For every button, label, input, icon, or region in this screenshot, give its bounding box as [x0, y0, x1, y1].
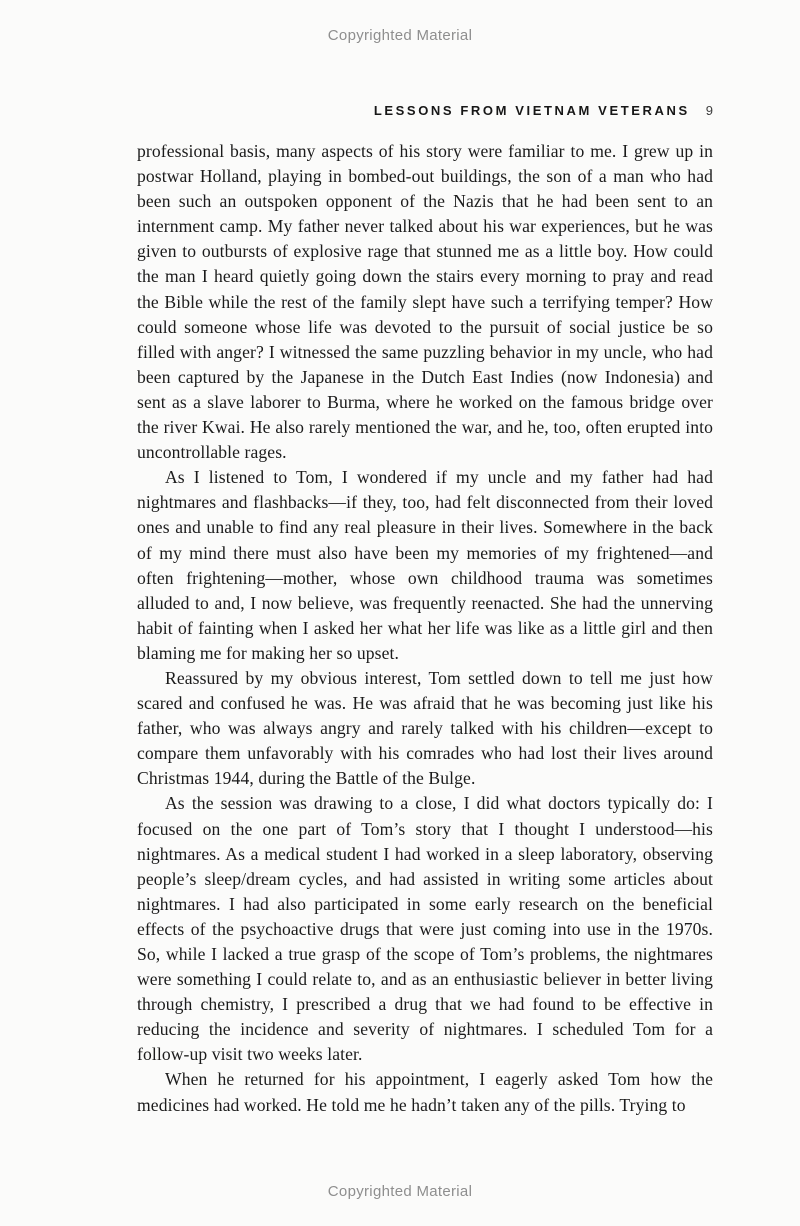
body-text [137, 139, 713, 1118]
page-number: 9 [705, 103, 713, 118]
paragraph: professional basis, many aspects of his story were familiar to me. I grew up in postwar Holland, playing in bombed-out buildings, the son of a man who had been such an outspoken opponent of the Nazis that he had been sent to an internment camp. My father never talked about his war experiences, but he was given to outbursts of explosive rage that stunned me as a little boy. How could the man I heard quietly going down the stairs every morning to pray and read the Bible while the rest of the family slept have such a terrifying temper? How could someone whose life was devoted to the pursuit of social justice be so filled with anger? I witnessed the same puzzling behavior in my uncle, who had been captured by the Japanese in the Dutch East Indies (now Indonesia) and sent as a slave laborer to Burma, where he worked on the famous bridge over the river Kwai. He also rarely mentioned the war, and he, too, often erupted into uncontrollable rages. [137, 141, 713, 463]
running-header [137, 102, 713, 120]
paragraph: As the session was drawing to a close, I did what doctors typically do: I focused on the one part of Tom’s story that I thought I understood—his nightmares. As a medical student I had worked in a sleep laboratory, observing people’s sleep/dream cycles, and had assisted in writing some articles about nightmares. I had also participated in some early research on the beneficial effects of the psychoactive drugs that were just coming into use in the 1970s. So, while I lacked a true grasp of the scope of Tom’s problems, the nightmares were something I could relate to, and as an enthusiastic believer in better living through chemistry, I prescribed a drug that we had found to be effective in reducing the incidence and severity of nightmares. I scheduled Tom for a follow-up visit two weeks later. [137, 793, 713, 1065]
paragraph: When he returned for his appointment, I eagerly asked Tom how the medicines had worked. He told me he hadn’t taken any of the pills. Trying to [137, 1069, 713, 1115]
copyright-notice-bottom: Copyrighted Material [327, 1183, 473, 1200]
copyright-notice-top: Copyrighted Material [327, 27, 473, 44]
paragraph: Reassured by my obvious interest, Tom settled down to tell me just how scared and confused he was. He was afraid that he was becoming just like his father, who was always angry and rarely talked with his children—except to compare them unfavorably with his comrades who had lost their lives around Christmas 1944, during the Battle of the Bulge. [137, 667, 713, 789]
chapter-title: LESSONS FROM VIETNAM VETERANS [373, 103, 690, 118]
paragraph: As I listened to Tom, I wondered if my uncle and my father had had nightmares and flashbacks—if they, too, had felt disconnected from their loved ones and unable to find any real pleasure in their lives. Somewhere in the back of my mind there must also have been my memories of my frightened—and often frightening—mother, whose own childhood trauma was sometimes alluded to and, I now believe, was frequently reenacted. She had the unnerving habit of fainting when I asked her what her life was like as a little girl and then blaming me for making her so upset. [137, 467, 713, 663]
